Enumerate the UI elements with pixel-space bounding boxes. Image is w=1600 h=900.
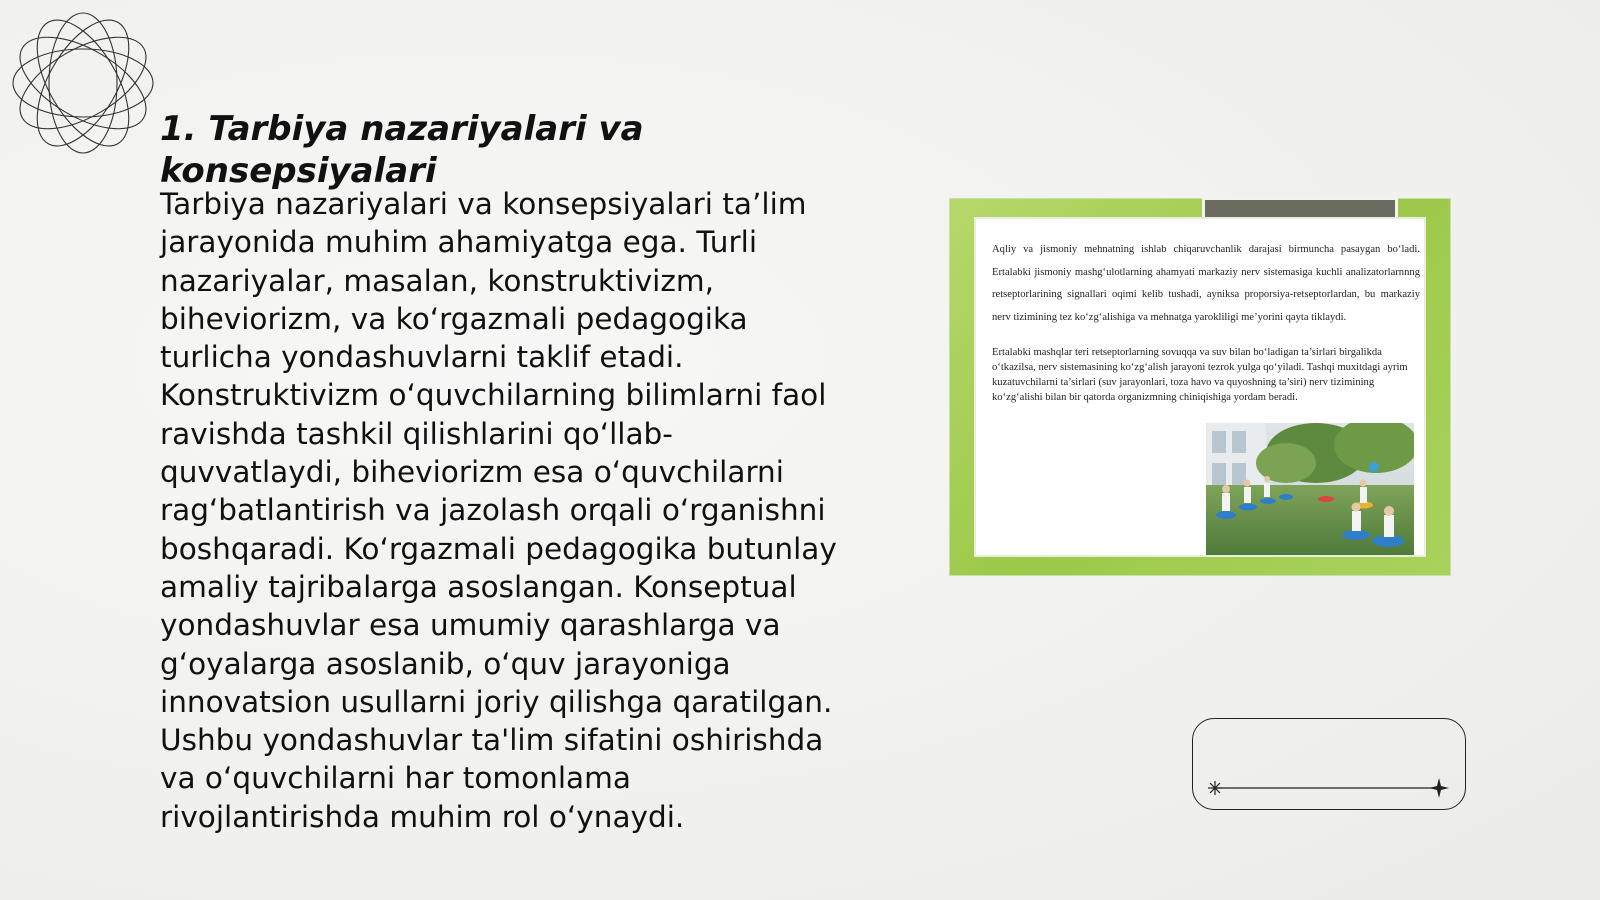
children-exercising-photo <box>1206 423 1414 555</box>
embedded-document-image <box>950 199 1450 575</box>
body-paragraph: Tarbiya nazariyalari va konsepsiyalari ta’lim jarayonida muhim ahamiyatga ega. Turli nazariyalar, masalan, konstruktivizm, biheviorizm, va ko‘rgazmali pedagogika turlicha yondashuvlarni taklif etadi. Konstruktivizm o‘quvchilarning bilimlarni faol ravishda tashkil qilishlarini qo‘llab-quvvatlaydi, biheviorizm esa o‘quvchilarni rag‘batlantirish va jazolash orqali o‘rganishni boshqaradi. Ko‘rgazmali pedagogika butunlay amaliy tajribalarga asoslangan. Konseptual yondashuvlar esa umumiy qarashlarga va g‘oyalarga asoslanib, o‘quv jarayoniga innovatsion usullarni joriy qilishga qaratilgan. Ushbu yondashuvlar ta'lim sifatini oshirishda va o‘quvchilarni har tomonlama rivojlantirishda muhim rol o‘ynaydi. <box>160 187 837 834</box>
slide-title: 1. Tarbiya nazariyalari va konsepsiyalari <box>160 109 644 191</box>
line-with-stars-icon <box>1193 719 1467 811</box>
document-paragraph-1: Aqliy va jismoniy mehnatning ishlab chiqaruvchanlik darajasi birmuncha pasaygan bo‘ladi. Ertalabki jismoniy mashg‘ulotlarning ahamyati markaziy nerv sistemasiga kuchli analizatorlarnnng retseptorlarining signallari oqimi kelib tushadi, ayniksa proporsiya-retseptorlardan, bu markaziy nerv tizimining tez ko‘zg‘alishiga va mehnatga yarokliligi me’yorini qayta tiklaydi. <box>992 244 1420 323</box>
decorative-ornament <box>8 8 158 158</box>
document-paragraph-2: Ertalabki mashqlar teri retseptorlarning sovuqqa va suv bilan bo‘ladigan ta’sirlari birgalikda o‘tkazilsa, nerv sistemasining ko‘zg‘alish jarayoni tezrok yulga qo‘yiladi. Tashqi muxitdagi ayrim kuzatuvchilarni ta’sirlari (suv jarayonlari, toza havo va quyoshning ta’siri) nerv tizimining ko‘zg‘alishi bilan bir qatorda organizmning chiniqishiga yordam beradi. <box>992 347 1408 403</box>
footer-decoration-box <box>1192 718 1466 810</box>
document-page <box>974 217 1426 557</box>
